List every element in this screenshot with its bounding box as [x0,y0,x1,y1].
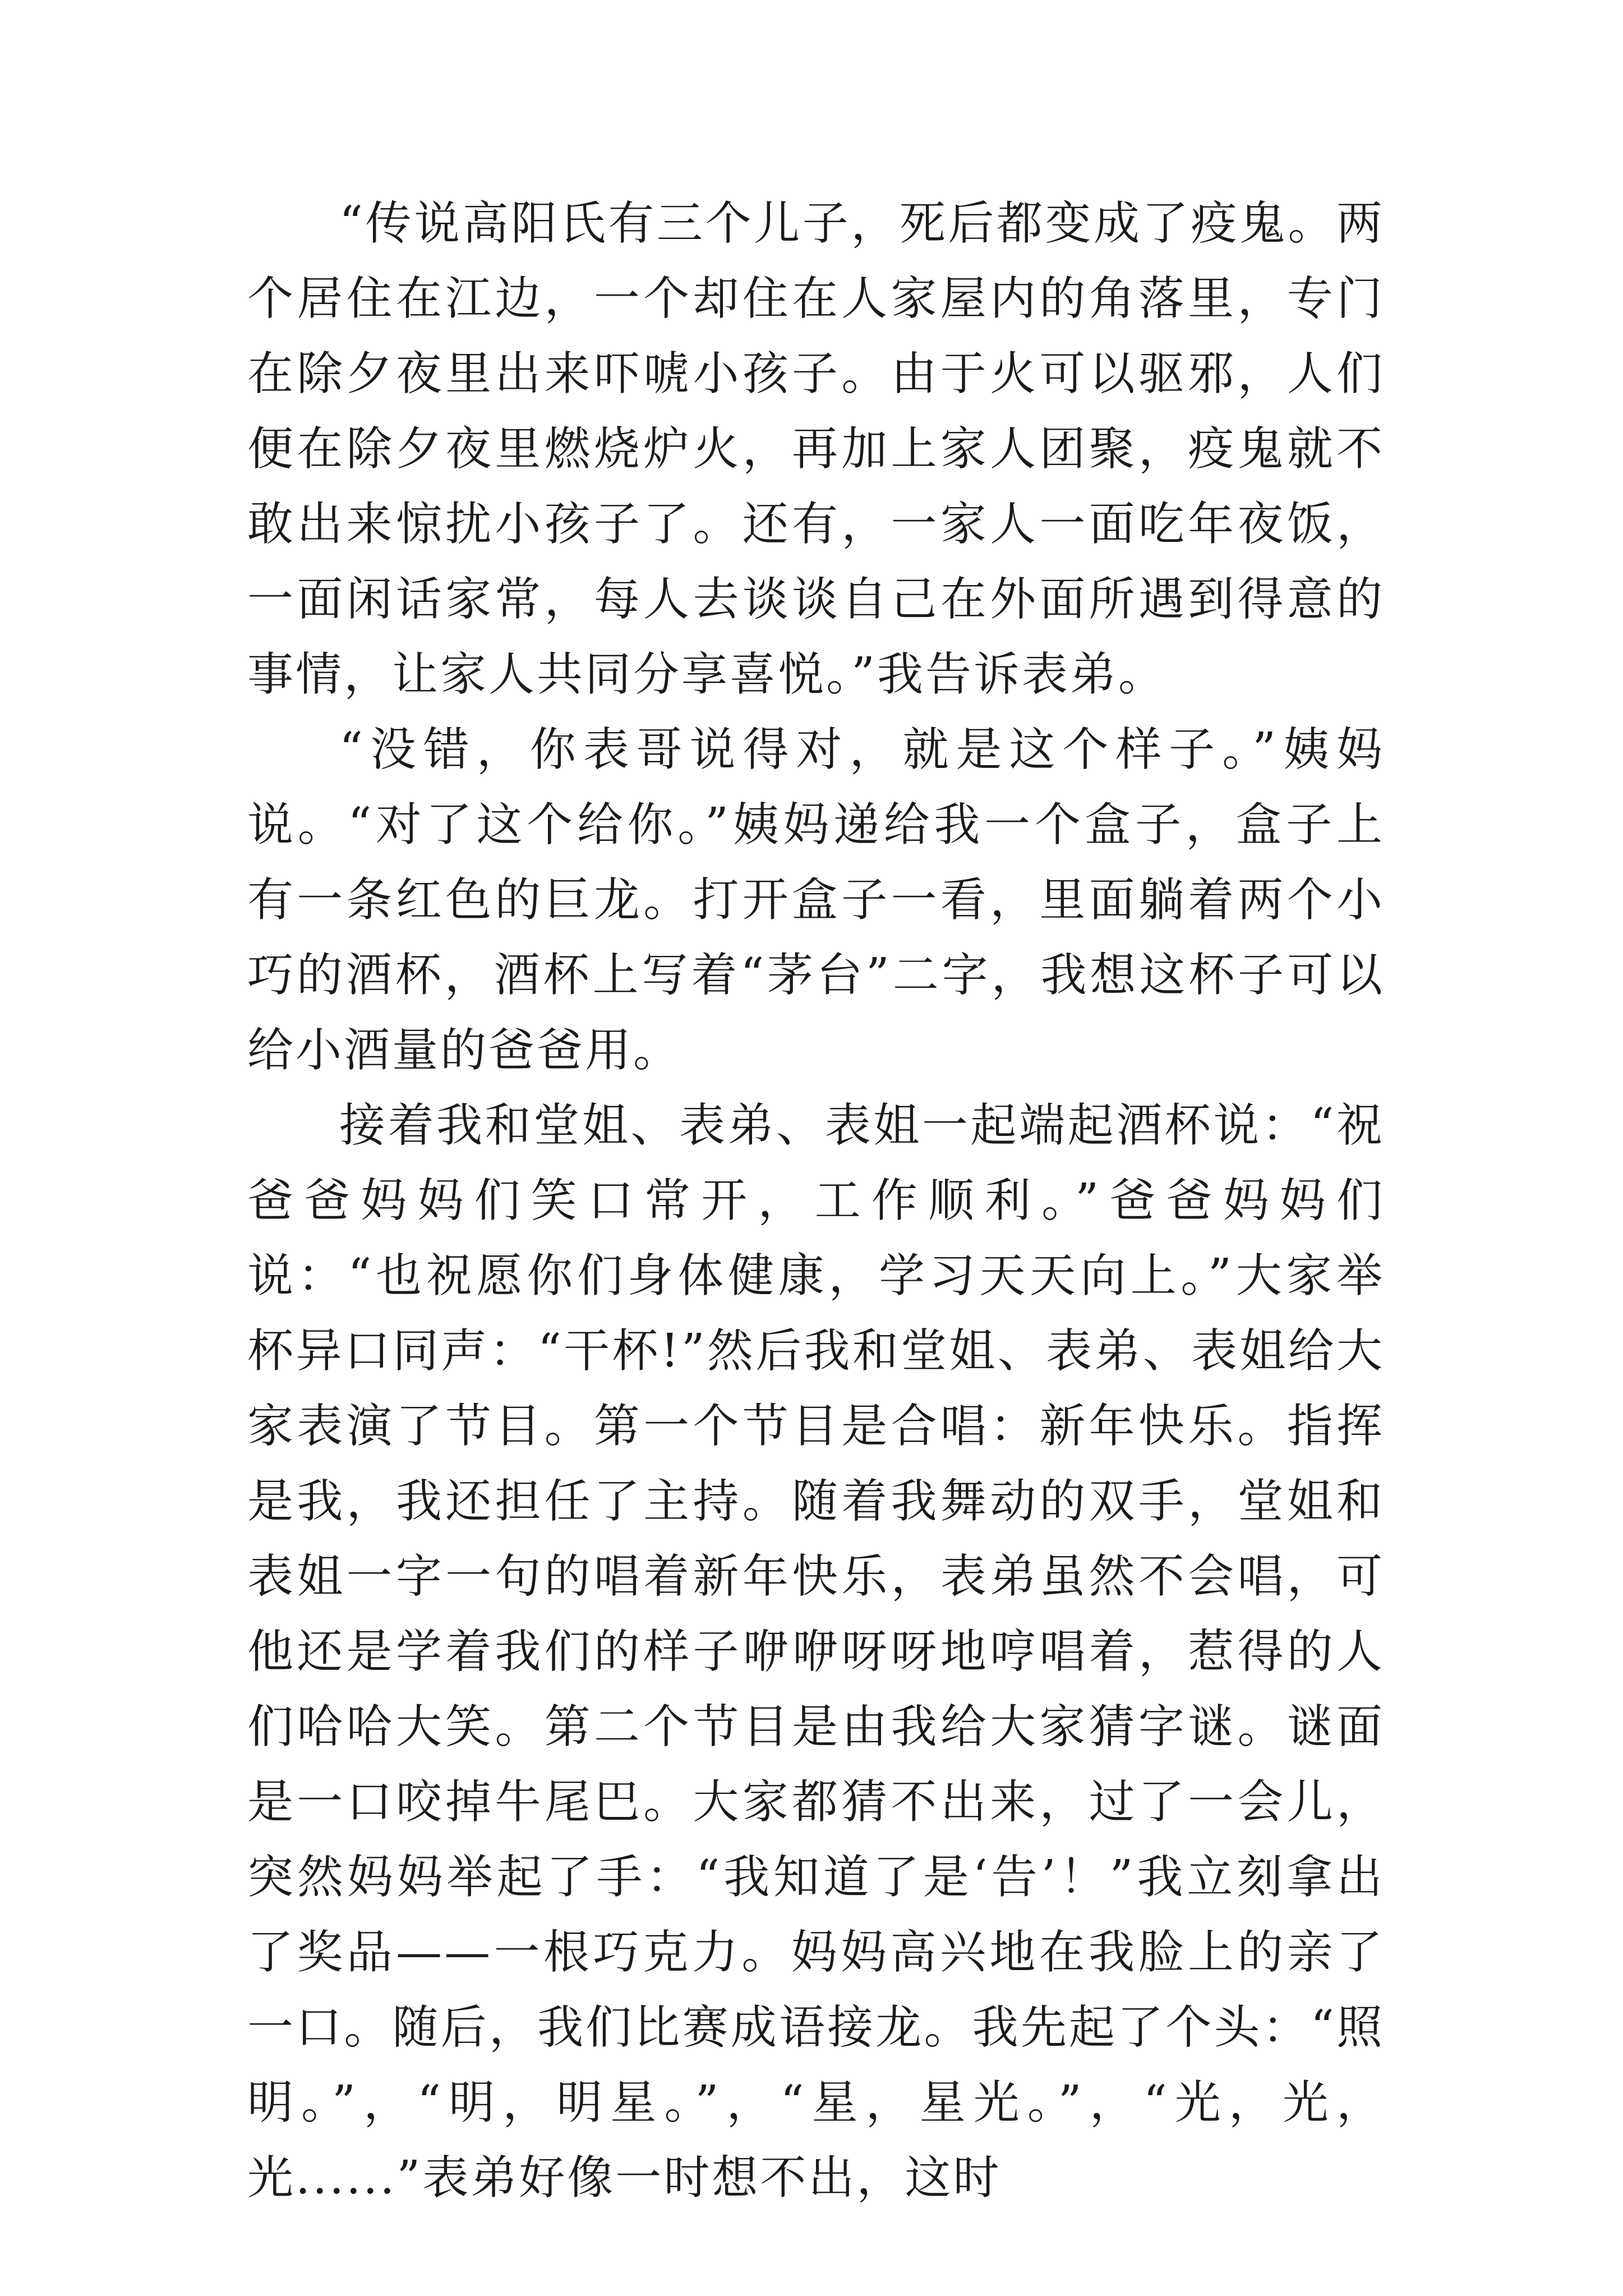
body-text [247,186,1385,2216]
paragraph-legend-explanation: “传说高阳氏有三个儿子，死后都变成了疫鬼。两个居住在江边，一个却住在人家屋内的角落里，专门在除夕夜里出来吓唬小孩子。由于火可以驱邪，人们便在除夕夜里燃烧炉火，再加上家人团聚，疫鬼就不敢出来惊扰小孩子了。还有，一家人一面吃年夜饭，一面闲话家常，每人去谈谈自己在外面所遇到得意的事情，让家人共同分享喜悦。”我告诉表弟。 [247,197,1385,701]
paragraph-aunt-gift: “没错，你表哥说得对，就是这个样子。”姨妈说。“对了这个给你。”姨妈递给我一个盒子，盒子上有一条红色的巨龙。打开盒子一看，里面躺着两个小巧的酒杯，酒杯上写着“茅台”二字，我想这杯子可以给小酒量的爸爸用。 [247,723,1385,1077]
paragraph-toast-and-performance: 接着我和堂姐、表弟、表姐一起端起酒杯说：“祝爸爸妈妈们笑口常开，工作顺利。”爸爸妈妈们说：“也祝愿你们身体健康，学习天天向上。”大家举杯异口同声：“干杯!”然后我和堂姐、表弟、表姐给大家表演了节目。第一个节目是合唱：新年快乐。指挥是我，我还担任了主持。随着我舞动的双手，堂姐和表姐一字一句的唱着新年快乐，表弟虽然不会唱，可他还是学着我们的样子咿咿呀呀地哼唱着，惹得的人们哈哈大笑。第二个节目是由我给大家猜字谜。谜面是一口咬掉牛尾巴。大家都猜不出来，过了一会儿，突然妈妈举起了手：“我知道了是‘告’！”我立刻拿出了奖品——一根巧克力。妈妈高兴地在我脸上的亲了一口。随后，我们比赛成语接龙。我先起了个头：“照明。”，“明，明星。”，“星，星光。”，“光，光，光......”表弟好像一时想不出，这时 [247,1099,1385,2205]
